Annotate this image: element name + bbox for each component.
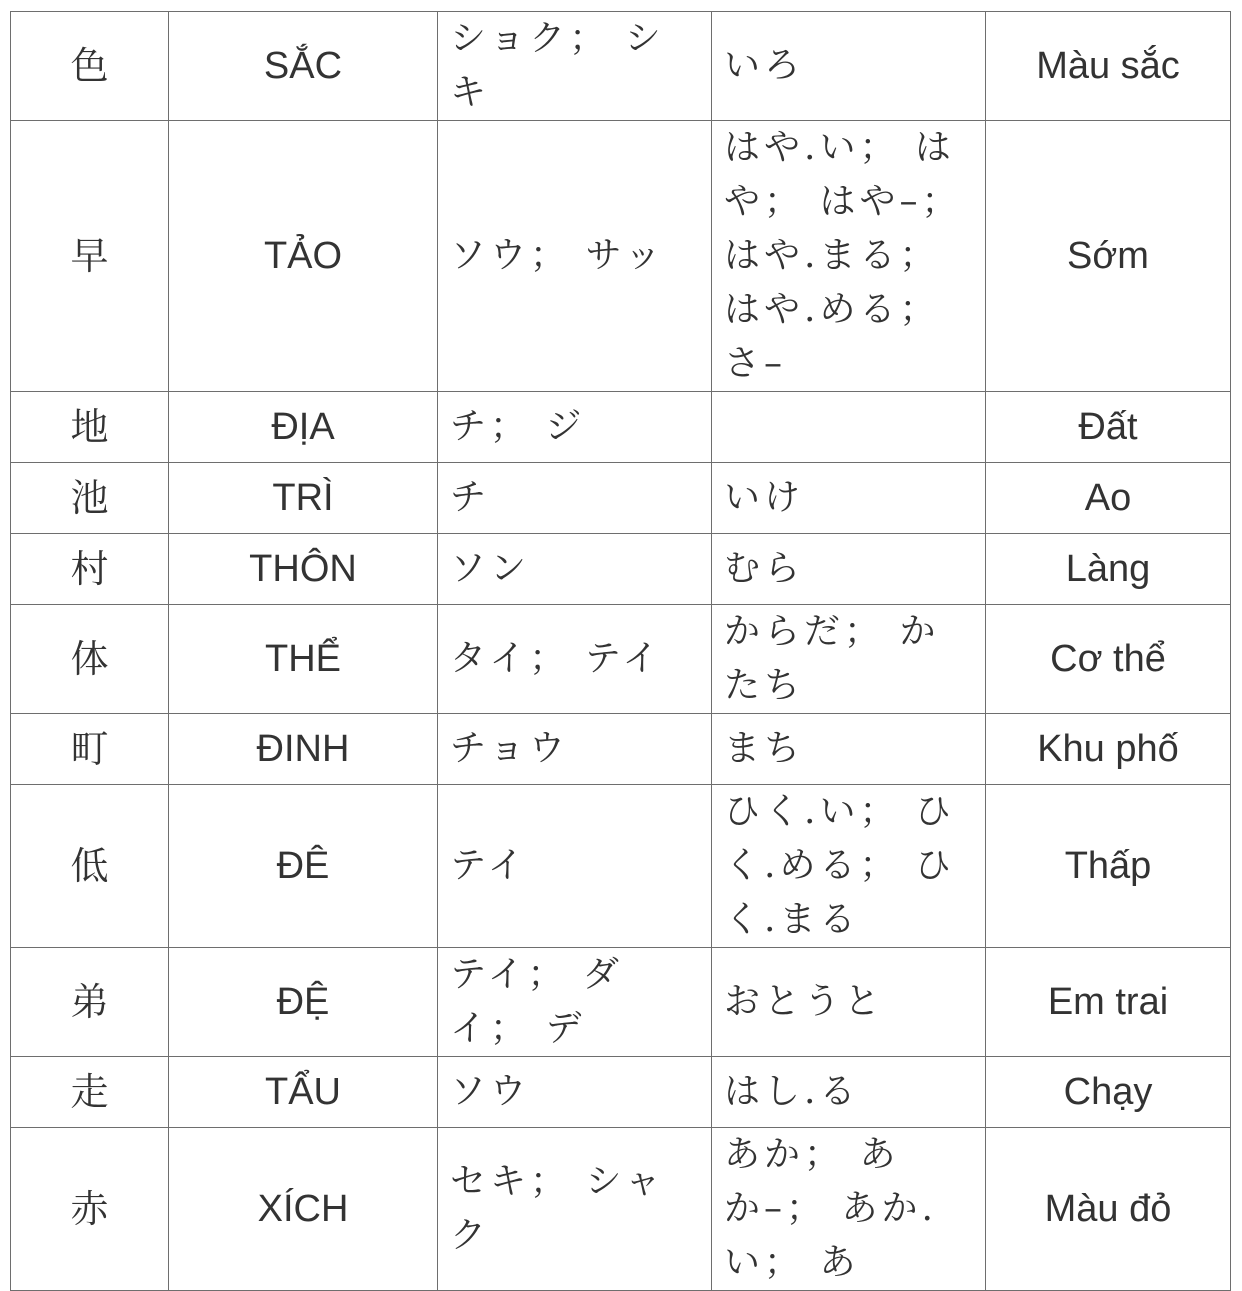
onyomi-cell: ソウ； サッ (438, 121, 712, 392)
onyomi-cell: チ (438, 463, 712, 534)
kunyomi-cell: はや.い； はや； はや–； はや.まる； はや.める； さ– (712, 121, 986, 392)
kanji-vocabulary-table (10, 11, 1231, 1291)
kunyomi-cell: いけ (712, 463, 986, 534)
onyomi-cell: タイ； テイ (438, 605, 712, 714)
table-row (11, 714, 1231, 785)
kanji-cell: 池 (11, 463, 169, 534)
table-row (11, 1057, 1231, 1128)
hanviet-cell: ĐINH (169, 714, 438, 785)
kanji-cell: 弟 (11, 948, 169, 1057)
kunyomi-cell: あか； あか–； あか.い； あ (712, 1128, 986, 1291)
hanviet-cell: THỂ (169, 605, 438, 714)
onyomi-cell: チョウ (438, 714, 712, 785)
table-row (11, 12, 1231, 121)
kanji-cell: 地 (11, 392, 169, 463)
kanji-cell: 色 (11, 12, 169, 121)
onyomi-cell: テイ； ダイ； デ (438, 948, 712, 1057)
kanji-cell: 村 (11, 534, 169, 605)
kanji-cell: 早 (11, 121, 169, 392)
kunyomi-cell (712, 392, 986, 463)
table-row (11, 392, 1231, 463)
kunyomi-cell: はし.る (712, 1057, 986, 1128)
table-row (11, 785, 1231, 948)
meaning-cell: Sớm (986, 121, 1231, 392)
onyomi-cell: チ； ジ (438, 392, 712, 463)
kunyomi-cell: ひく.い； ひく.める； ひく.まる (712, 785, 986, 948)
table-row (11, 534, 1231, 605)
kunyomi-cell: からだ； かたち (712, 605, 986, 714)
hanviet-cell: ĐỊA (169, 392, 438, 463)
hanviet-cell: ĐÊ (169, 785, 438, 948)
meaning-cell: Màu đỏ (986, 1128, 1231, 1291)
onyomi-cell: テイ (438, 785, 712, 948)
onyomi-cell: ソウ (438, 1057, 712, 1128)
kanji-cell: 低 (11, 785, 169, 948)
hanviet-cell: TRÌ (169, 463, 438, 534)
kunyomi-cell: おとうと (712, 948, 986, 1057)
meaning-cell: Cơ thể (986, 605, 1231, 714)
meaning-cell: Ao (986, 463, 1231, 534)
onyomi-cell: ソン (438, 534, 712, 605)
kanji-cell: 体 (11, 605, 169, 714)
hanviet-cell: XÍCH (169, 1128, 438, 1291)
table-row (11, 1128, 1231, 1291)
meaning-cell: Thấp (986, 785, 1231, 948)
meaning-cell: Khu phố (986, 714, 1231, 785)
table-row (11, 605, 1231, 714)
hanviet-cell: TẢO (169, 121, 438, 392)
hanviet-cell: ĐỆ (169, 948, 438, 1057)
table-row (11, 463, 1231, 534)
table-row (11, 948, 1231, 1057)
hanviet-cell: SẮC (169, 12, 438, 121)
kunyomi-cell: まち (712, 714, 986, 785)
table-row (11, 121, 1231, 392)
hanviet-cell: THÔN (169, 534, 438, 605)
kanji-cell: 走 (11, 1057, 169, 1128)
hanviet-cell: TẨU (169, 1057, 438, 1128)
kanji-cell: 町 (11, 714, 169, 785)
kanji-cell: 赤 (11, 1128, 169, 1291)
kunyomi-cell: むら (712, 534, 986, 605)
meaning-cell: Em trai (986, 948, 1231, 1057)
kunyomi-cell: いろ (712, 12, 986, 121)
meaning-cell: Làng (986, 534, 1231, 605)
meaning-cell: Đất (986, 392, 1231, 463)
meaning-cell: Chạy (986, 1057, 1231, 1128)
onyomi-cell: ショク； シキ (438, 12, 712, 121)
onyomi-cell: セキ； シャク (438, 1128, 712, 1291)
meaning-cell: Màu sắc (986, 12, 1231, 121)
